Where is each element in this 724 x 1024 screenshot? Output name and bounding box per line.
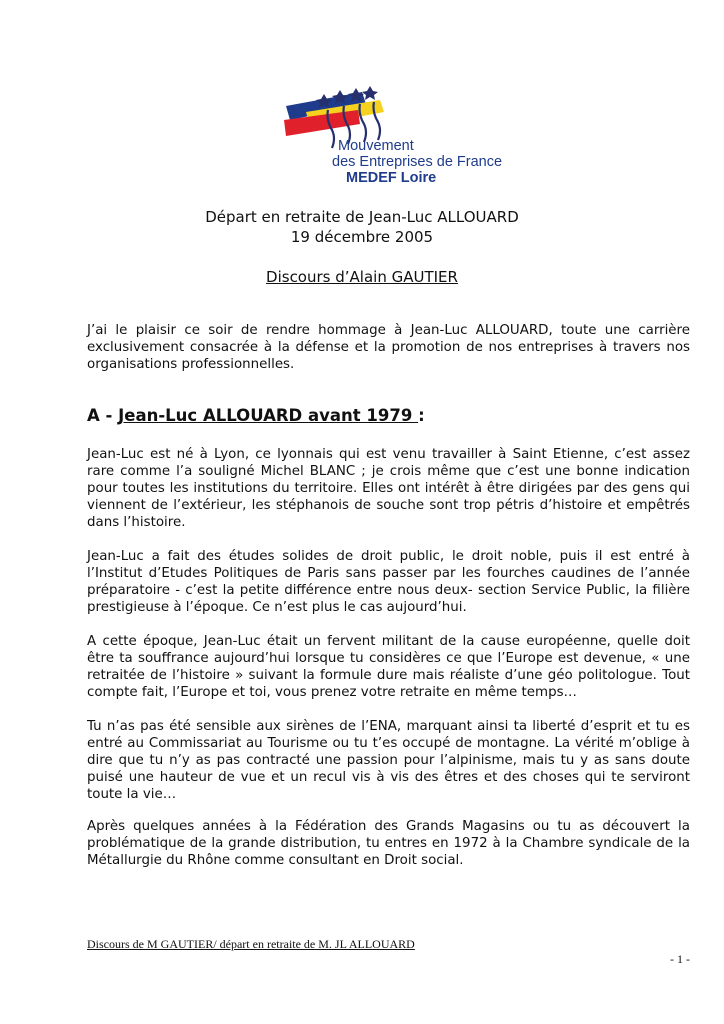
document-title: Départ en retraite de Jean-Luc ALLOUARD xyxy=(205,208,519,226)
section-heading xyxy=(87,405,425,427)
body-paragraph: Jean-Luc est né à Lyon, ce lyonnais qui est venu travailler à Saint Etienne, c’est assez rare comme l’a souligné Michel BLANC ; je crois même que c’est une bonne indication pour toutes les institutions du territoire. Elles ont intérêt à être dirigées par des gens qui viennent de l’extérieur, les stéphanois de souche sont trop pétris d’histoire et empêtrés dans l’histoire. xyxy=(87,447,690,530)
body-paragraph: A cette époque, Jean-Luc était un fervent militant de la cause européenne, quelle doit être ta souffrance aujourd’hui lorsque tu considères ce que l’Europe est devenue, « une retraitée de l’histoire » suivant la formule dure mais réaliste d’une géo politologue. Tout compte fait, l’Europe et toi, vous prenez votre retraite en même temps… xyxy=(87,634,690,700)
section-prefix: A - xyxy=(87,406,119,425)
page-number: - 1 - xyxy=(670,952,690,966)
subtitle-text: Discours d’Alain GAUTIER xyxy=(266,268,458,286)
document-subtitle xyxy=(0,268,724,287)
document-date: 19 décembre 2005 xyxy=(290,228,434,246)
logo-line-medef-loire: MEDEF Loire xyxy=(346,170,437,186)
intro-paragraph: J’ai le plaisir ce soir de rendre hommage à Jean-Luc ALLOUARD, toute une carrière exclusivement consacrée à la défense et la promotion de nos entreprises à travers nos organisations professionnelles. xyxy=(87,323,690,372)
section-suffix: : xyxy=(418,406,425,425)
page-footer: Discours de M GAUTIER/ départ en retraite de M. JL ALLOUARD xyxy=(87,937,415,951)
logo-line-mouvement: Mouvement xyxy=(338,138,414,154)
body-paragraph: Après quelques années à la Fédération des Grands Magasins ou tu as découvert la problématique de la grande distribution, tu entres en 1972 à la Chambre syndicale de la Métallurgie du Rhône comme consultant en Droit social. xyxy=(87,819,690,868)
section-title: Jean-Luc ALLOUARD avant 1979 xyxy=(118,406,419,425)
logo-line-entreprises: des Entreprises de France xyxy=(332,154,503,170)
body-paragraph: Tu n’as pas été sensible aux sirènes de l’ENA, marquant ainsi ta liberté d’esprit et tu es entré au Commissariat au Tourisme ou tu t’es occupé de montagne. La vérité m’oblige à dire que tu n’y as pas contracté une passion pour l’alpinisme, mais tu y as sans doute puisé une hauteur de vue et un recul vis à vis des êtres et des choses qui te serviront toute la vie… xyxy=(87,719,690,802)
logo-text xyxy=(334,138,502,186)
medef-logo xyxy=(282,84,504,196)
body-paragraph: Jean-Luc a fait des études solides de droit public, le droit noble, puis il est entré à l’Institut d’Etudes Politiques de Paris sans passer par les fourches caudines de l’année préparatoire - c’est la petite différence entre nous deux- section Service Public, la filière prestigieuse à l’époque. Ce n’est plus le cas aujourd’hui. xyxy=(87,549,690,615)
